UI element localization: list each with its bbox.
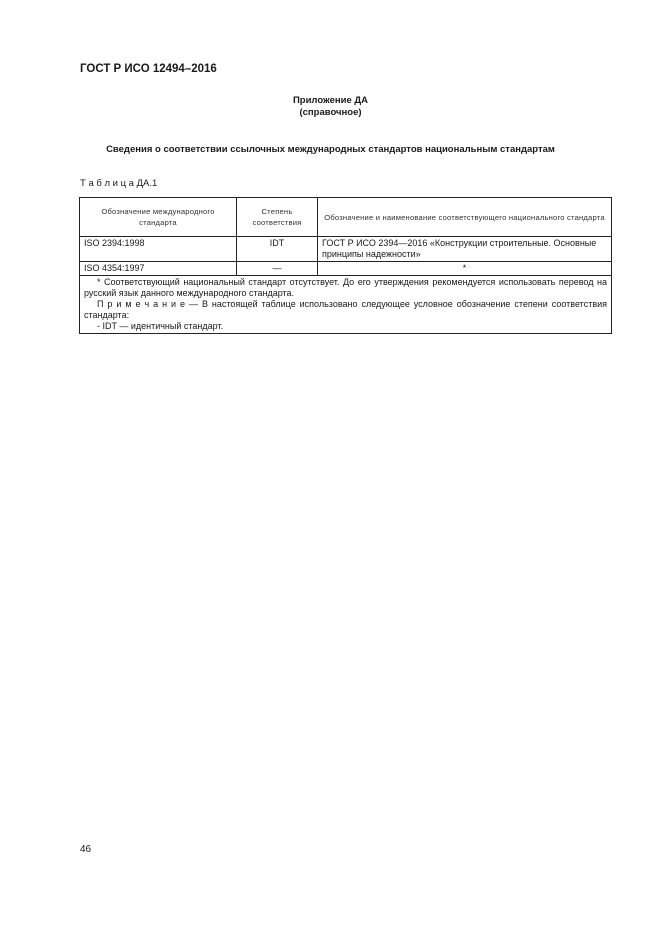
header-degree: Степень соответствия bbox=[237, 198, 318, 237]
annex-title: Приложение ДА bbox=[292, 95, 369, 106]
section-heading: Сведения о соответствии ссылочных международных стандартов национальным стандартам bbox=[106, 144, 555, 155]
annex-heading bbox=[0, 95, 661, 119]
note bbox=[84, 299, 607, 321]
annex-type: (справочное) bbox=[299, 107, 362, 118]
table-caption-label: Т а б л и ц а bbox=[80, 178, 134, 189]
document-code: ГОСТ Р ИСО 12494–2016 bbox=[80, 63, 217, 75]
reference-table bbox=[79, 197, 612, 334]
table-notes-row bbox=[80, 276, 612, 334]
note-label: П р и м е ч а н и е bbox=[97, 299, 186, 309]
table-row bbox=[80, 262, 612, 276]
header-national-standard: Обозначение и наименование соответствующего национального стандарта bbox=[318, 198, 612, 237]
cell-national-standard: ГОСТ Р ИСО 2394—2016 «Конструкции строительные. Основные принципы надежности» bbox=[318, 237, 612, 262]
footnote: * Соответствующий национальный стандарт отсутствует. До его утверждения рекомендуется использовать перевод на русский язык данного международного стандарта. bbox=[84, 277, 607, 298]
table-notes bbox=[80, 276, 612, 334]
table-caption bbox=[80, 178, 157, 189]
cell-national-standard: * bbox=[318, 262, 612, 276]
header-intl-standard: Обозначение международного стандарта bbox=[80, 198, 237, 237]
table-header-row bbox=[80, 198, 612, 237]
page-number: 46 bbox=[80, 844, 92, 855]
legend: - IDT — идентичный стандарт. bbox=[97, 321, 224, 331]
cell-intl-standard: ISO 4354:1997 bbox=[80, 262, 237, 276]
note-text: — В настоящей таблице использовано следующее условное обозначение степени соответствия стандарта: bbox=[84, 299, 607, 320]
table-caption-id: ДА.1 bbox=[136, 178, 158, 189]
cell-degree: — bbox=[237, 262, 318, 276]
table-row bbox=[80, 237, 612, 262]
cell-degree: IDT bbox=[237, 237, 318, 262]
cell-intl-standard: ISO 2394:1998 bbox=[80, 237, 237, 262]
